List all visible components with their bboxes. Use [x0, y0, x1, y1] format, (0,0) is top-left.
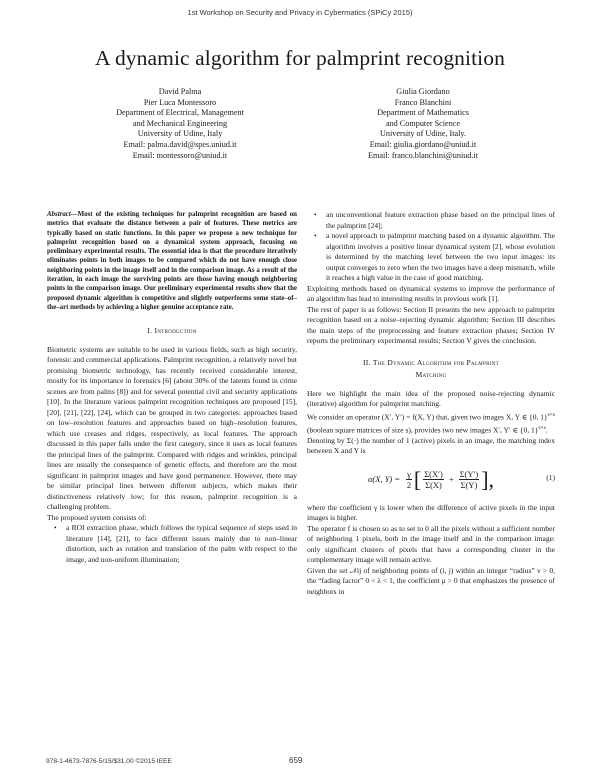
author-line: Email: montessoro@uniud.it — [132, 150, 228, 160]
eq-plus: + — [448, 474, 454, 485]
list-item: • an unconventional feature extraction phase based on the principal lines of the palmprint [24]; — [307, 210, 555, 231]
paragraph: Exploiting methods based on dynamical systems to improve the performance of an algorithm has lead to interesting results in previous work [1]. — [307, 283, 555, 303]
eq-num: Σ(Y′) — [459, 468, 479, 479]
paragraph: Denoting by Σ(·) the number of 1 (active) pixels in an image, the matching index between X and Y is — [307, 435, 555, 455]
eq-num: γ — [407, 468, 411, 479]
eq-den: Σ(Y) — [460, 480, 478, 490]
author-line: Department of Electrical, Management — [116, 108, 244, 118]
author-line: and Computer Science — [385, 118, 461, 128]
bullet-list — [47, 523, 297, 565]
authors-left — [95, 87, 265, 161]
section-title: I. Introduction — [147, 326, 197, 336]
eq-fraction-x — [423, 469, 444, 491]
abstract — [47, 210, 297, 312]
paragraph: Here we highlight the main idea of the proposed noise-rejecting dynamic (iterative) algorithm for palmprint matching. — [307, 388, 555, 408]
paragraph: The operator f is chosen so as to set to 0 all the pixels without a sufficient number of neighboring 1 pixels, both in the image itself and in the comparison image: only significant clusters of pixels that have a corresponding cluster in the complementary image will remain active. — [307, 523, 555, 564]
list-item: • a novel approach to palmprint matching based on a dynamic algorithm. The algorithm involves a positive linear dynamical system [2], whose evolution is determined by the matching level between the two input images: its output converges to zero when the two images have a deep mismatch, while it reaches a high value in the case of good matching. — [307, 231, 555, 284]
author-line: Pier Luca Montessoro — [143, 97, 217, 107]
author-line: Department of Mathematics — [377, 108, 469, 118]
authors-right — [338, 87, 508, 161]
author-line: University of Udine, Italy — [137, 129, 223, 139]
equation-number: (1) — [546, 472, 555, 482]
author-line: Giulia Giordano — [396, 87, 450, 96]
list-item: • a ROI extraction phase, which follows the typical sequence of steps used in literature [14], [21], to face different issues mainly due to non–linear distortion, such as rotation and translation of the palm with respect to the image, and non-uniform illumination; — [47, 523, 297, 565]
paragraph: Given the set 𝒩ij of neighboring points of (i, j) within an integer “radius” ν > 0, the “fading factor” 0 < λ < 1, the coefficient μ > 0 that emphasizes the presence of neighbors in — [307, 565, 555, 596]
paragraph — [307, 410, 555, 436]
abstract-label: Abstract — [47, 211, 71, 218]
eq-gamma — [406, 469, 412, 491]
bullet-list — [307, 210, 555, 284]
text: (boolean square matrices of size s), provides two new images X′, Y′ ∈ {0, 1} — [307, 425, 539, 434]
paragraph: The rest of paper is as follows: Section II presents the new approach to palmprint recognition based on a noise–rejecting dynamic algorithm; Section III describes the main steps of the preprocessing and feature extraction phases; Section IV reports the preliminary experimental results; Section V gives the conclusion. — [307, 304, 555, 345]
left-column — [47, 210, 297, 565]
eq-bracket-right: ], — [481, 466, 495, 492]
equation-1 — [307, 461, 555, 499]
eq-lhs: α(X, Y) = — [367, 474, 401, 485]
author-line: Email: giulia.giordano@uniud.it — [369, 139, 477, 149]
paragraph: The proposed system consists of: — [47, 512, 147, 522]
text: We consider an operator (X′, Y′) = f(X, Y) that, given two images X, Y ∈ {0, 1} — [307, 412, 548, 421]
eq-den: Σ(X) — [425, 480, 442, 490]
eq-num: Σ(X′) — [424, 468, 443, 479]
paper-title: A dynamic algorithm for palmprint recognition — [95, 46, 505, 70]
paragraph: Biometric systems are suitable to be used in various fields, such as high security, forensic and commercial applications. Palmprint recognition, a relatively novel but promising biometric technology, has recently received considerable interest, mostly for its importance in forensics [6] (about 30% of the latents found in crime scenes are from palms [8]) and for several potential civil and security applications [10]. In the literature various palmprint recognition techniques are proposed [15], [20], [21], [22], [24], which can be grouped in two categories: approaches based on low–resolution features and approaches based on high–resolution features, which use creases and ridges, respectively, as local features. The approach discussed in this paper falls under the first category, since it uses as local features the principal lines of the palmprint. Compared with ridges and wrinkles, principal lines are usually the consequence of genetic effects, and therefore are the most significant in palmprint images and have good permanence. However, there may be similar principal lines between different subjects, which makes their distinctiveness relatively low; for this reason, palmprint recognition is a challenging problem. — [47, 344, 297, 512]
superscript: s×s — [538, 424, 546, 431]
page-number: 659 — [289, 756, 303, 765]
author-line: and Mechanical Engineering — [132, 118, 228, 128]
author-line: Email: palma.david@spes.uniud.it — [123, 139, 237, 149]
right-column — [307, 210, 555, 597]
text: . — [545, 425, 548, 434]
eq-bracket-left: [ — [413, 466, 422, 492]
conference-header: 1st Workshop on Security and Privacy in Cybermatics (SPiCy 2015) — [187, 8, 413, 17]
section-title-cont: Matching — [415, 369, 447, 379]
eq-den: 2 — [406, 480, 412, 490]
section-heading — [47, 326, 297, 337]
author-line: Franco Blanchini — [394, 97, 452, 107]
author-line: University of Udine, Italy. — [379, 129, 467, 139]
paragraph: where the coefficient γ is lower when the difference of active pixels in the input images is higher. — [307, 502, 555, 522]
abstract-text: —Most of the existing techniques for palmprint recognition are based on metrics that evaluate the distance between a pair of features. These metrics are typically based on static functions. In this paper we propose a new technique for palmprint recognition based on a dynamical system approach, focusing on preliminary experimental results. The essential idea is that the procedure iteratively eliminates points in both images to be compared which do not have enough close neighboring points in the image itself and in the comparison image. As a result of the iteration, in each image the surviving points are those having enough neighboring points in the comparison image. Our preliminary experimental results show that the proposed dynamic algorithm is competitive and slightly outperforms some state–of–the–art methods by achieving a higher genuine acceptance rate. — [47, 211, 297, 311]
footer-copyright: 978-1-4673-7876-5/15/$31.00 ©2015 IEEE — [46, 758, 172, 765]
eq-fraction-y — [459, 469, 480, 491]
author-line: David Palma — [158, 87, 202, 96]
section-title: II. The Dynamic Algorithm for Palmprint — [362, 357, 500, 367]
section-heading — [307, 357, 555, 381]
author-line: Email: franco.blanchini@uniud.it — [367, 150, 479, 160]
superscript: s×s — [547, 411, 555, 418]
